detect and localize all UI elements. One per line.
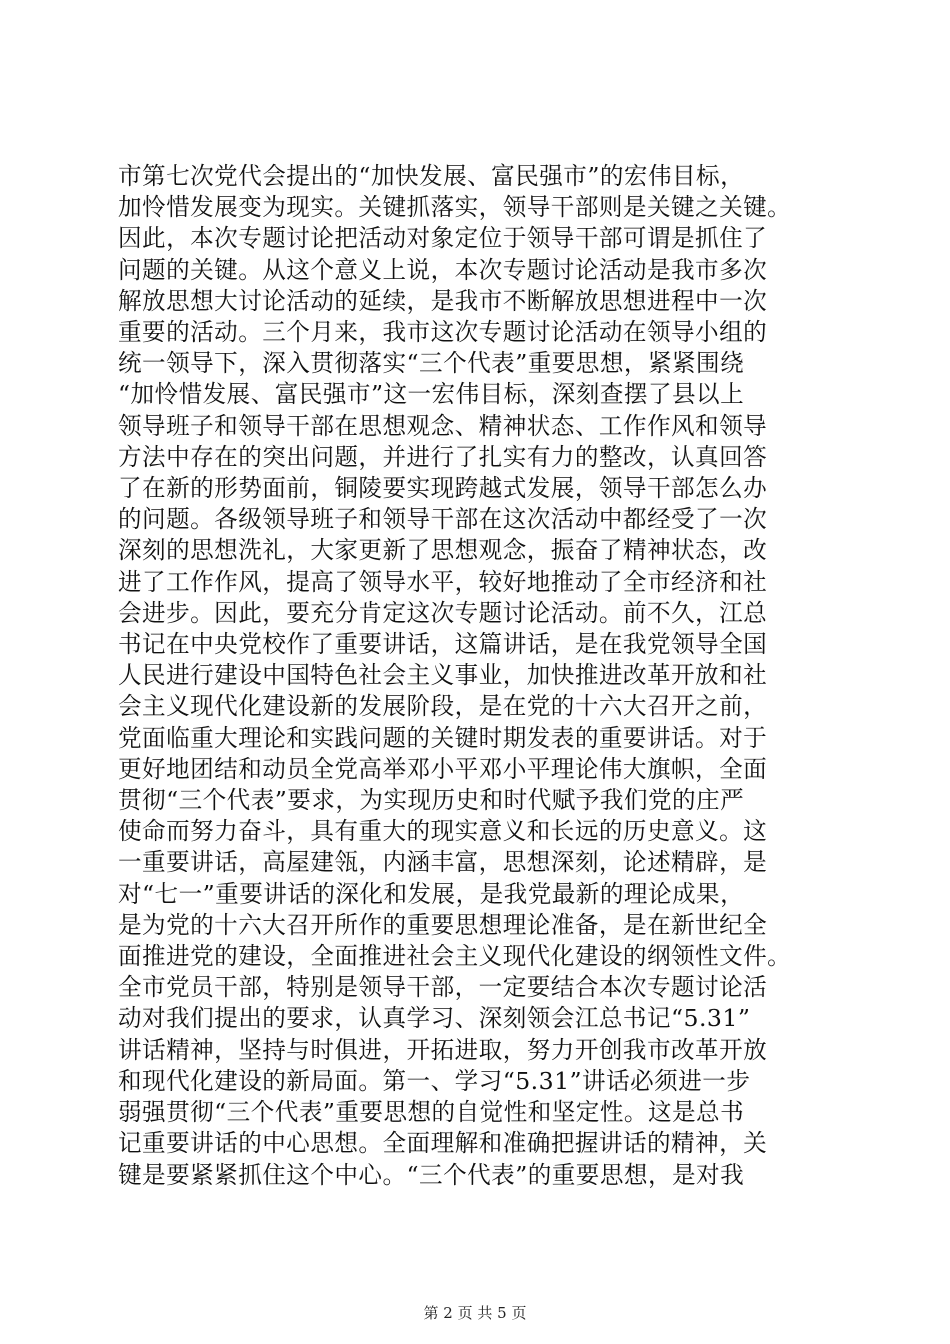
page-number-footer: 第 2 页 共 5 页 — [423, 1304, 527, 1322]
body-paragraph: 市第七次党代会提出的“加快发展、富民强市”的宏伟目标， 加怜惜发展变为现实。关键抓落实，领导干部则是关键之关键。 因此，本次专题讨论把活动对象定位于领导干部可谓是抓住了 问题的关键。从这个意义上说，本次专题讨论活动是我市多次 解放思想大讨论活动的延续，是我市不断解放思想进程中一次 重要的活动。三个月来，我市这次专题讨论活动在领导小组的 统一领导下，深入贯彻落实“三个代表”重要思想，紧紧围绕 “加怜惜发展、富民强市”这一宏伟目标，深刻查摆了县以上 领导班子和领导干部在思想观念、精神状态、工作作风和领导 方法中存在的突出问题，并进行了扎实有力的整改，认真回答 了在新的形势面前，铜陵要实现跨越式发展，领导干部怎么办 的问题。各级领导班子和领导干部在这次活动中都经受了一次 深刻的思想洗礼，大家更新了思想观念，振奋了精神状态，改 进了工作作风，提高了领导水平，较好地推动了全市经济和社 会进步。因此，要充分肯定这次专题讨论活动。前不久，江总 书记在中央党校作了重要讲话，这篇讲话，是在我党领导全国 人民进行建设中国特色社会主义事业，加快推进改革开放和社 会主义现代化建设新的发展阶段，是在党的十六大召开之前， 党面临重大理论和实践问题的关键时期发表的重要讲话。对于 更好地团结和动员全党高举邓小平邓小平理论伟大旗帜，全面 贯彻“三个代表”要求，为实现历史和时代赋予我们党的庄严 使命而努力奋斗，具有重大的现实意义和长远的历史意义。这 一重要讲话，高屋建瓴，内涵丰富，思想深刻，论述精辟，是 对“七一”重要讲话的深化和发展，是我党最新的理论成果， 是为党的十六大召开所作的重要思想理论准备，是在新世纪全 面推进党的建设，全面推进社会主义现代化建设的纲领性文件。 全市党员干部，特别是领导干部，一定要结合本次专题讨论活 动对我们提出的要求，认真学习、深刻领会江总书记“5.31” 讲话精神，坚持与时俱进，开拓进取，努力开创我市改革开放 和现代化建设的新局面。第一、学习“5.31”讲话必须进一步 弱强贯彻“三个代表”重要思想的自觉性和坚定性。这是总书 记重要讲话的中心思想。全面理解和准确把握讲话的精神，关 键是要紧紧抓住这个中心。“三个代表”的重要思想，是对我 — [118, 162, 792, 1189]
